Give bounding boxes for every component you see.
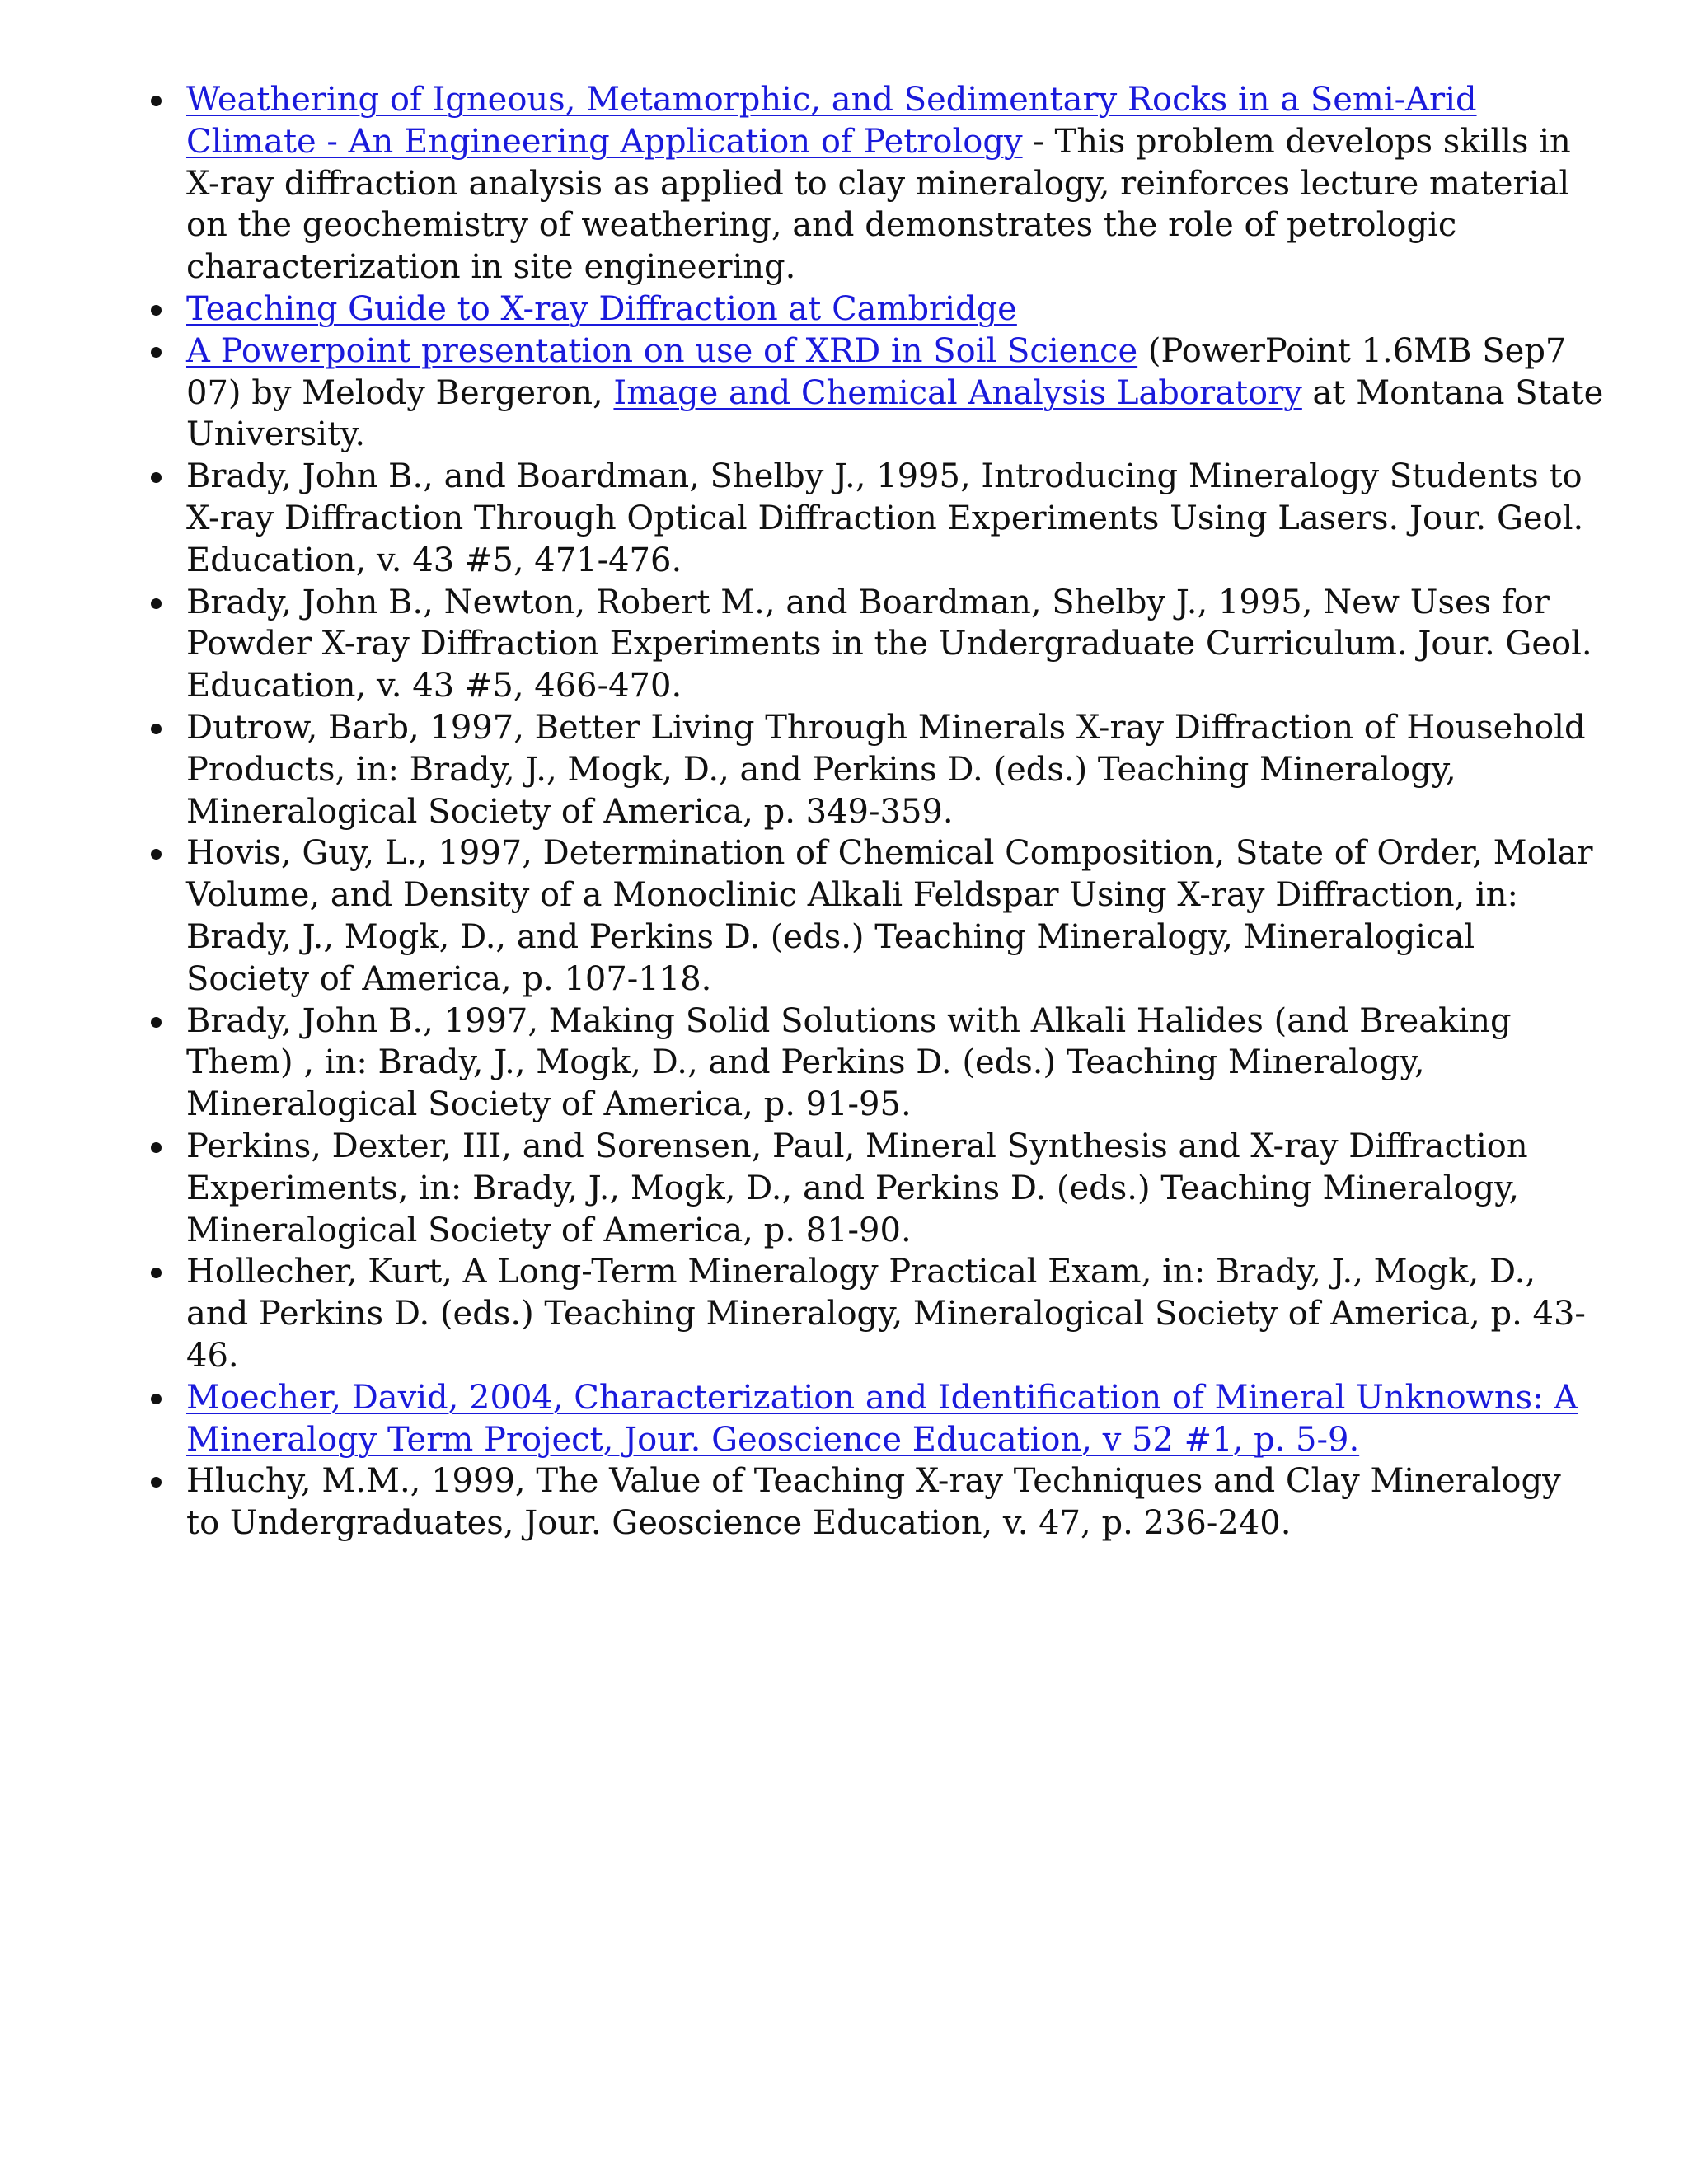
bullet-icon [151,1477,162,1488]
item-text: - This problem develops skills in X-ray diffraction analysis as applied to clay mineralogy, reinforces lecture material on the geochemistry of weathering, and demonstrates the role of petrologic characterization in site engineering. [186,122,1571,287]
list-item [186,1460,1604,1544]
list-item [186,288,1604,330]
reference-text: Perkins, Dexter, III, and Sorensen, Paul, Mineral Synthesis and X-ray Diffraction Experiments, in: Brady, J., Mogk, D., and Perkins D. (eds.) Teaching Mineralogy, Mineralogical Society of America, p. 81-90. [186,1127,1528,1249]
list-item [186,832,1604,1000]
xrd-powerpoint-link[interactable]: A Powerpoint presentation on use of XRD in Soil Science [186,331,1138,370]
list-item [186,707,1604,832]
bullet-icon [151,598,162,609]
reference-text: Brady, John B., and Boardman, Shelby J., 1995, Introducing Mineralogy Students to X-ray Diffraction Through Optical Diffraction Experiments Using Lasers. Jour. Geol. Education, v. 43 #5, 471-476. [186,457,1584,579]
bullet-icon [151,1268,162,1278]
bullet-icon [151,1394,162,1404]
reference-text: Brady, John B., Newton, Robert M., and Boardman, Shelby J., 1995, New Uses for Powder X-ray Diffraction Experiments in the Undergraduate Curriculum. Jour. Geol. Education, v. 43 #5, 466-470. [186,583,1592,705]
list-item [186,330,1604,456]
weathering-rocks-link[interactable]: Weathering of Igneous, Metamorphic, and Sedimentary Rocks in a Semi-Arid Climate - An Engineering Application of Petrology [186,81,1477,161]
bullet-icon [151,96,162,106]
bullet-icon [151,849,162,860]
reference-text: Brady, John B., 1997, Making Solid Solutions with Alkali Halides (and Breaking Them) , in: Brady, J., Mogk, D., and Perkins D. (eds.) Teaching Mineralogy, Mineralogical Society of America, p. 91-95. [186,1001,1512,1124]
moecher-reference-link[interactable]: Moecher, David, 2004, Characterization and Identification of Mineral Unknowns: A Mineralogy Term Project, Jour. Geoscience Education, v 52 #1, p. 5-9. [186,1378,1578,1459]
reference-text: Hollecher, Kurt, A Long-Term Mineralogy Practical Exam, in: Brady, J., Mogk, D., and Perkins D. (eds.) Teaching Mineralogy, Mineralogical Society of America, p. 43-46. [186,1253,1586,1375]
bullet-icon [151,472,162,483]
reference-text: Dutrow, Barb, 1997, Better Living Through Minerals X-ray Diffraction of Household Products, in: Brady, J., Mogk, D., and Perkins D. (eds.) Teaching Mineralogy, Mineralogical Society of America, p. 349-359. [186,708,1586,831]
xrd-teaching-guide-link[interactable]: Teaching Guide to X-ray Diffraction at Cambridge [186,289,1017,328]
reference-text: Hovis, Guy, L., 1997, Determination of Chemical Composition, State of Order, Molar Volume, and Density of a Monoclinic Alkali Feldspar Using X-ray Diffraction, in: Brady, J., Mogk, D., and Perkins D. (eds.) Teaching Mineralogy, Mineralogical Society of America, p. 107-118. [186,834,1593,998]
bullet-icon [151,305,162,316]
item-text: (PowerPoint 1.6MB Sep7 07) by Melody Bergeron, [186,331,1567,412]
list-item [186,456,1604,581]
list-item [186,1251,1604,1376]
reference-list [186,79,1604,1544]
bullet-icon [151,1017,162,1028]
bullet-icon [151,724,162,734]
item-text: at Montana State University. [186,373,1604,454]
list-item [186,79,1604,288]
reference-text: Hluchy, M.M., 1999, The Value of Teaching X-ray Techniques and Clay Mineralogy to Undergraduates, Jour. Geoscience Education, v. 47, p. 236-240. [186,1462,1561,1543]
list-item [186,582,1604,707]
list-item [186,1001,1604,1126]
bullet-icon [151,1142,162,1153]
list-item [186,1377,1604,1461]
list-item [186,1126,1604,1251]
imaging-lab-link[interactable]: Image and Chemical Analysis Laboratory [613,373,1302,412]
bullet-icon [151,347,162,358]
